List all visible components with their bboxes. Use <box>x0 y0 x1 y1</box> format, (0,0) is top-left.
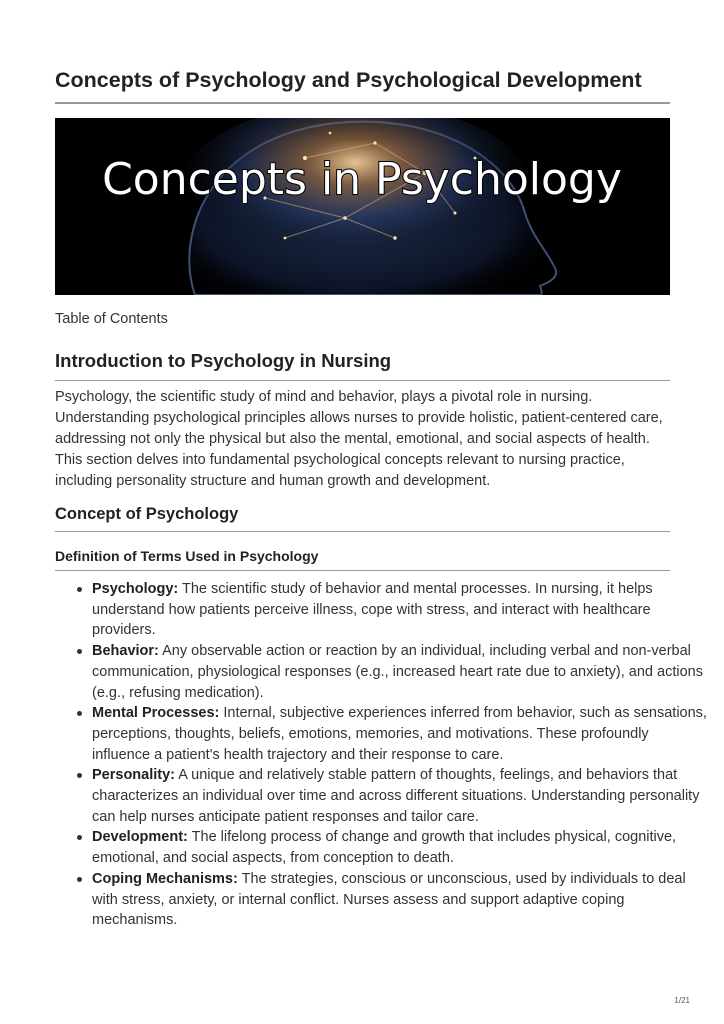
section-heading: Introduction to Psychology in Nursing <box>55 350 670 381</box>
term-label: Behavior: <box>92 643 159 660</box>
list-item <box>92 765 707 827</box>
definitions-list <box>55 579 707 931</box>
table-of-contents-toggle[interactable]: Table of Contents <box>55 311 168 327</box>
term-label: Psychology: <box>92 581 179 597</box>
hero-caption: Concepts in Psychology <box>102 154 622 205</box>
list-item <box>92 703 707 765</box>
term-label: Personality: <box>92 767 175 784</box>
page-title: Concepts of Psychology and Psychological Development <box>55 68 670 104</box>
definitions-heading: Definition of Terms Used in Psychology <box>55 548 670 571</box>
list-item <box>92 869 707 931</box>
term-label: Development: <box>92 829 188 846</box>
list-item <box>92 579 707 641</box>
hero-image <box>55 118 670 295</box>
list-item <box>92 641 707 703</box>
term-definition: A unique and relatively stable pattern of thoughts, feelings, and behaviors that characterizes an individual over time and across different situations. Understanding personality can help nurses anticipate patient responses and tailor care. <box>92 767 700 825</box>
list-item <box>92 827 707 868</box>
term-label: Mental Processes: <box>92 705 220 722</box>
intro-paragraph: Psychology, the scientific study of mind and behavior, plays a pivotal role in nursing. Understanding psychological principles allows nurses to provide holistic, patient-centered care, addressing not only the physical but also the mental, emotional, and social aspects of health. This section delves into fundamental psychological concepts relevant to nursing practice, including personality structure and human growth and development. <box>55 389 663 489</box>
term-definition: The scientific study of behavior and mental processes. In nursing, it helps understand how patients perceive illness, cope with stress, and interact with healthcare providers. <box>92 581 653 639</box>
page-number: 1/21 <box>674 996 690 1005</box>
term-label: Coping Mechanisms: <box>92 870 238 887</box>
brain-head-illustration-icon <box>55 118 670 295</box>
term-definition: Any observable action or reaction by an individual, including verbal and non-verbal communication, physiological responses (e.g., increased heart rate due to anxiety), and actions (e.g., refusing medication). <box>92 643 703 701</box>
term-definition: The strategies, conscious or unconscious, used by individuals to deal with stress, anxiety, or internal conflict. Nurses assess and support adaptive coping mechanisms. <box>92 870 686 929</box>
subsection-heading: Concept of Psychology <box>55 505 670 532</box>
term-definition: Internal, subjective experiences inferred from behavior, such as sensations, perceptions, thoughts, beliefs, emotions, memories, and motivations. These profoundly influence a patient's health trajectory and their response to care. <box>92 705 707 763</box>
term-definition: The lifelong process of change and growth that includes physical, cognitive, emotional, and social aspects, from conception to death. <box>92 829 677 867</box>
